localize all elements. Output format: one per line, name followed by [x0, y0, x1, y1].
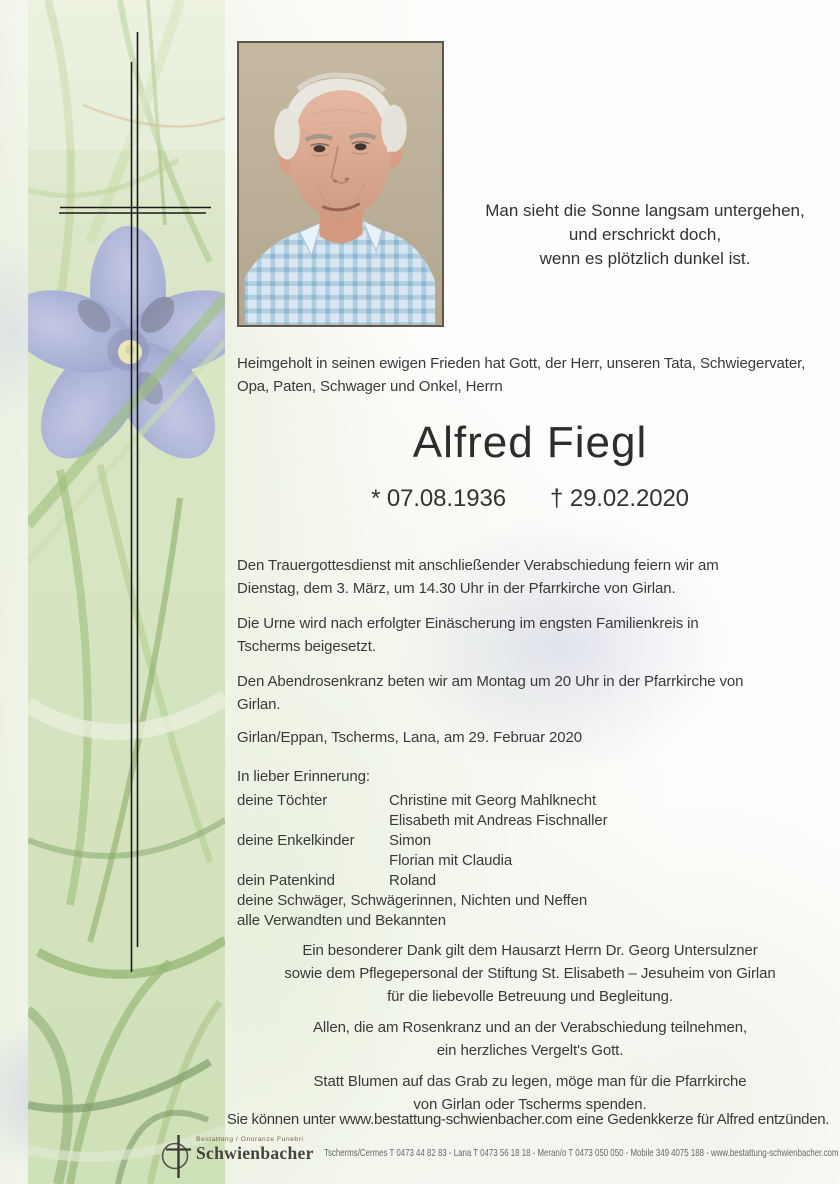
remembrance-extra-line: alle Verwandten und Bekannten: [237, 912, 446, 929]
donation-line: Statt Blumen auf das Grab zu legen, möge man für die Pfarrkirche: [313, 1073, 747, 1090]
remembrance-label: [237, 811, 389, 831]
remembrance-value: Simon: [389, 832, 432, 849]
poem-line: Man sieht die Sonne langsam untergehen,: [485, 201, 805, 220]
thanks-line: Ein besonderer Dank gilt dem Hausarzt Herrn Dr. Georg Untersulzner: [302, 942, 758, 959]
remembrance-label: deine Enkelkinder: [237, 832, 355, 849]
farewell-line: Allen, die am Rosenkranz und an der Verabschiedung teilnehmen,: [312, 1019, 748, 1036]
deceased-name: Alfred Fiegl: [412, 418, 648, 467]
remembrance-table: [237, 791, 823, 891]
funeral-home-logo-cross-icon: [158, 1130, 194, 1180]
rosary-line: Den Abendrosenkranz beten wir am Montag um 20 Uhr in der Pfarrkirche von: [237, 673, 744, 690]
cremation-paragraph: [237, 612, 823, 658]
remembrance-value: Elisabeth mit Andreas Fischnaller: [389, 812, 608, 829]
farewell-line: ein herzliches Vergelt's Gott.: [436, 1042, 624, 1059]
brand-tagline: Bestattung / Onoranze Funebri: [196, 1136, 304, 1143]
footer: [158, 1130, 840, 1180]
cremation-line: Die Urne wird nach erfolgter Einäscherung im engsten Familienkreis in: [237, 615, 699, 632]
intro-line: Heimgeholt in seinen ewigen Frieden hat Gott, der Herr, unseren Tata, Schwiegervater,: [237, 355, 806, 372]
thanks-line: sowie dem Pflegepersonal der Stiftung St. Elisabeth – Jesuheim von Girlan: [284, 965, 776, 982]
death-date: † 29.02.2020: [550, 485, 689, 512]
remembrance-label: deine Töchter: [237, 792, 328, 809]
brand-name: Schwienbacher: [196, 1143, 314, 1163]
intro-line: Opa, Paten, Schwager und Onkel, Herrn: [237, 378, 503, 395]
footer-contact: [324, 1130, 840, 1159]
remembrance-value: Christine mit Georg Mahlknecht: [389, 792, 597, 809]
life-dates: [237, 484, 823, 514]
remembrance-value: Florian mit Claudia: [389, 852, 513, 869]
dateline: Girlan/Eppan, Tscherms, Lana, am 29. Februar 2020: [237, 729, 583, 746]
birth-date: * 07.08.1936: [371, 485, 506, 512]
footer-contact-text: Tscherms/Cermes T 0473 44 82 83 - Lana T 0473 56 18 18 - Meran/o T 0473 050 050 - Mobile 349 4075 188 - www.bestattung-schwienbacher.com: [323, 1147, 839, 1159]
service-paragraph: [237, 554, 823, 600]
portrait-photo: [237, 41, 444, 327]
gentian-flower-illustration: [28, 0, 225, 1184]
remembrance-label: dein Patenkind: [237, 872, 335, 889]
candle-note: Sie können unter www.bestattung-schwienbacher.com eine Gedenkkerze für Alfred entzünden.: [226, 1111, 830, 1128]
intro-paragraph: [237, 352, 823, 398]
portrait-illustration: [239, 43, 442, 325]
cremation-line: Tscherms beigesetzt.: [237, 638, 376, 655]
rosary-paragraph: [237, 670, 823, 716]
remembrance-heading: In lieber Erinnerung:: [237, 768, 370, 785]
poem: [460, 199, 830, 271]
poem-line: wenn es plötzlich dunkel ist.: [539, 249, 751, 268]
remembrance-label: [237, 851, 389, 871]
service-line: Den Trauergottesdienst mit anschließender Verabschiedung feiern wir am: [237, 557, 719, 574]
thanks-paragraph: [237, 939, 823, 1008]
remembrance-value: Roland: [389, 872, 436, 889]
remembrance-extra-line: deine Schwäger, Schwägerinnen, Nichten und Neffen: [237, 892, 588, 909]
poem-line: und erschrickt doch,: [568, 225, 722, 244]
main-text-column: [237, 352, 823, 1116]
funeral-home-brand: [196, 1130, 314, 1163]
rosary-line: Girlan.: [237, 696, 281, 713]
background-strip: [28, 0, 225, 1184]
service-line: Dienstag, dem 3. März, um 14.30 Uhr in der Pfarrkirche von Girlan.: [237, 580, 676, 597]
donation-line: von Girlan oder Tscherms spenden.: [413, 1096, 647, 1113]
farewell-paragraph: [237, 1016, 823, 1062]
thanks-line: für die liebevolle Betreuung und Begleitung.: [387, 988, 673, 1005]
